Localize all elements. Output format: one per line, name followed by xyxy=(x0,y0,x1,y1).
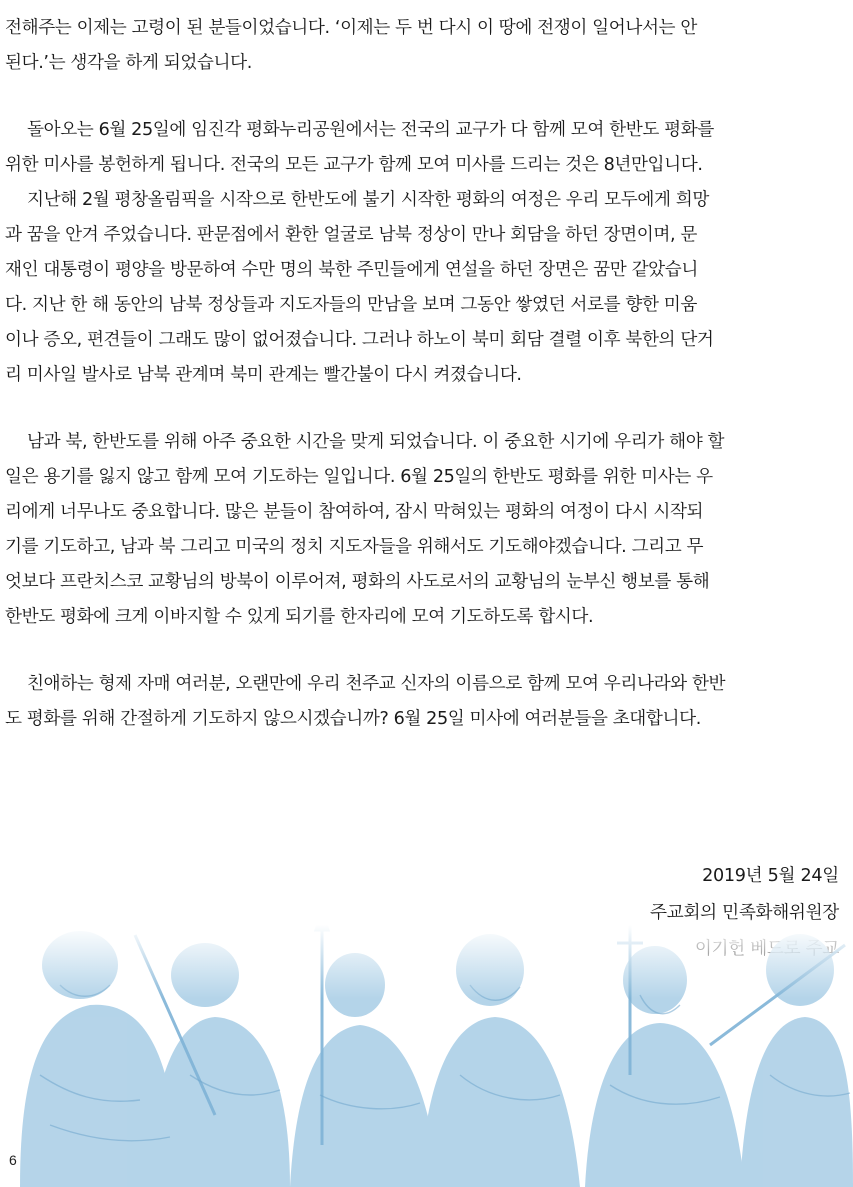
text-line: 남과 북, 한반도를 위해 아주 중요한 시간을 맞게 되었습니다. 이 중요한 시기에 우리가 해야 할 xyxy=(27,432,725,452)
text-line: 도 평화를 위해 간절하게 기도하지 않으시겠습니까? 6월 25일 미사에 여러분들을 초대합니다. xyxy=(5,709,701,729)
apostles-illustration xyxy=(0,925,853,1187)
text-line: 위한 미사를 봉헌하게 됩니다. 전국의 모든 교구가 함께 모여 미사를 드리는 것은 8년만입니다. xyxy=(5,155,703,175)
text-line: 전해주는 이제는 고령이 된 분들이었습니다. ‘이제는 두 번 다시 이 땅에 전쟁이 일어나서는 안 xyxy=(5,18,697,38)
signature-date: 2019년 5월 24일 xyxy=(702,866,839,886)
paragraph xyxy=(0,11,853,81)
text-line: 이나 증오, 편견들이 그래도 많이 없어졌습니다. 그러나 하노이 북미 회담 결렬 이후 북한의 단거 xyxy=(5,330,714,350)
paragraph xyxy=(0,667,853,737)
text-line: 돌아오는 6월 25일에 임진각 평화누리공원에서는 전국의 교구가 다 함께 모여 한반도 평화를 xyxy=(27,120,714,140)
text-line: 엇보다 프란치스코 교황님의 방북이 이루어져, 평화의 사도로서의 교황님의 눈부신 행보를 통해 xyxy=(5,572,710,592)
text-line: 일은 용기를 잃지 않고 함께 모여 기도하는 일입니다. 6월 25일의 한반도 평화를 위한 미사는 우 xyxy=(5,467,713,487)
page-number: 6 xyxy=(9,1152,17,1168)
text-line: 다. 지난 한 해 동안의 남북 정상들과 지도자들의 만남을 보며 그동안 쌓였던 서로를 향한 미움 xyxy=(5,295,697,315)
letter-body xyxy=(0,11,853,769)
paragraph xyxy=(0,113,853,393)
text-line: 한반도 평화에 크게 이바지할 수 있게 되기를 한자리에 모여 기도하도록 합시다. xyxy=(5,607,594,627)
text-line: 기를 기도하고, 남과 북 그리고 미국의 정치 지도자들을 위해서도 기도해야겠습니다. 그리고 무 xyxy=(5,537,704,557)
text-line: 리 미사일 발사로 남북 관계며 북미 관계는 빨간불이 다시 켜졌습니다. xyxy=(5,365,522,385)
signature-committee: 주교회의 민족화해위원장 xyxy=(650,902,839,923)
paragraph xyxy=(0,425,853,635)
text-line: 리에게 너무나도 중요합니다. 많은 분들이 참여하여, 잠시 막혀있는 평화의 여정이 다시 시작되 xyxy=(5,502,704,522)
text-line: 된다.’는 생각을 하게 되었습니다. xyxy=(5,53,252,73)
text-line: 친애하는 형제 자매 여러분, 오랜만에 우리 천주교 신자의 이름으로 함께 모여 우리나라와 한반 xyxy=(27,674,726,694)
text-line: 재인 대통령이 평양을 방문하여 수만 명의 북한 주민들에게 연설을 하던 장면은 꿈만 같았습니 xyxy=(5,260,698,280)
text-line: 지난해 2월 평창올림픽을 시작으로 한반도에 불기 시작한 평화의 여정은 우리 모두에게 희망 xyxy=(27,190,709,210)
text-line: 과 꿈을 안겨 주었습니다. 판문점에서 환한 얼굴로 남북 정상이 만나 회담을 하던 장면이며, 문 xyxy=(5,225,697,245)
